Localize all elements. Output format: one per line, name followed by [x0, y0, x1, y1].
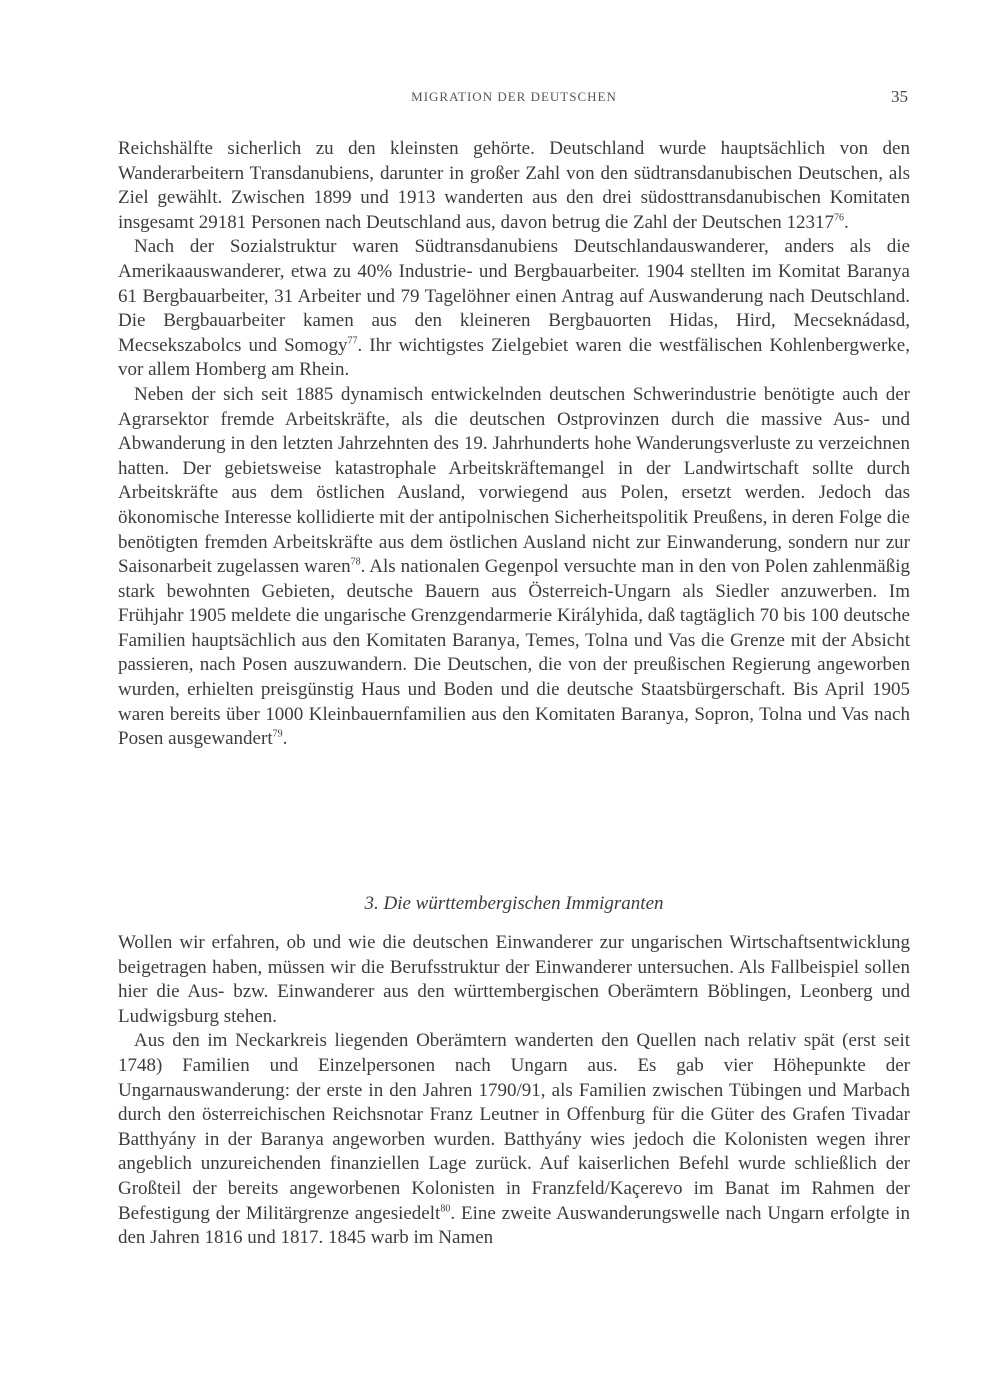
footnote-ref: 78: [350, 556, 361, 568]
paragraph: [118, 235, 910, 383]
paragraph-text: . Ihr wichtigstes Zielgebiet waren die westfälischen Kohlenbergwerke, vor allem Homberg am Rhein.: [118, 334, 910, 381]
paragraph: [118, 137, 910, 235]
running-header: [118, 89, 910, 109]
footnote-ref: 79: [272, 728, 283, 740]
paragraph-text: Reichshälfte sicherlich zu den kleinsten gehörte. Deutschland wurde hauptsächlich von den Wanderarbeitern Transdanubiens, darunter in großer Zahl von den südtransdanubischen Deutschen, als Ziel gewählt. Zwischen 1899 und 1913 wanderten aus den drei südosttransdanubischen Komitaten insgesamt 29181 Personen nach Deutschland aus, davon betrug die Zahl der Deutschen 12317: [118, 138, 910, 233]
paragraph-text: . Eine zweite Auswanderungswelle nach Ungarn erfolgte in den Jahren 1816 und 1817. 1845 warb im Namen: [118, 1202, 911, 1249]
paragraph: [118, 931, 910, 1029]
running-title: MIGRATION DER DEUTSCHEN: [411, 89, 617, 104]
footnote-ref: 76: [834, 212, 845, 224]
paragraph-text: Neben der sich seit 1885 dynamisch entwickelnden deutschen Schwerindustrie benötigte auch der Agrarsektor fremde Arbeitskräfte, als die deutschen Ostprovinzen durch die massive Aus- und Abwanderung in den letzten Jahrzehnten des 19. Jahrhunderts hohe Wanderungsverluste zu verzeichnen hatten. Der gebietsweise katastrophale Arbeitskräftemangel in der Landwirtschaft sollte durch Arbeitskräfte aus dem östlichen Ausland, vorwiegend aus Polen, ersetzt werden. Jedoch das ökonomische Interesse kollidierte mit der antipolnischen Sicherheitspolitik Preußens, in deren Folge die benötigten fremden Arbeitskräfte aus dem östlichen Ausland nicht zur Einwanderung, sondern nur zur Saisonarbeit zugelassen waren: [118, 383, 910, 578]
paragraph-text: . Als nationalen Gegenpol versuchte man in den von Polen zahlenmäßig stark bewohnten Gebieten, deutsche Bauern aus Österreich-Ungarn als Siedler anzuwerben. Im Frühjahr 1905 meldete die ungarische Grenzgendarmerie Királyhida, daß tagtäglich 70 bis 100 deutsche Familien hauptsächlich aus den Komitaten Baranya, Temes, Tolna und Vas die Grenze mit der Absicht passieren, nach Posen auszuwandern. Die Deutschen, die von der preußischen Regierung angeworben wurden, erhielten preisgünstig Haus und Boden und die deutsche Staatsbürgerschaft. Bis April 1905 waren bereits über 1000 Kleinbauernfamilien aus den Komitaten Baranya, Sopron, Tolna und Vas nach Posen ausgewandert: [118, 556, 911, 750]
paragraph-text: Wollen wir erfahren, ob und wie die deutschen Einwanderer zur ungarischen Wirtschaftsentwicklung beigetragen haben, müssen wir die Berufsstruktur der Einwanderer untersuchen. Als Fallbeispiel sollen hier die Aus- bzw. Einwanderer aus den württembergischen Oberämtern Böblingen, Leonberg und Ludwigsburg stehen.: [118, 932, 910, 1027]
paragraph-text: Nach der Sozialstruktur waren Südtransdanubiens Deutschlandauswanderer, anders als die Amerikaauswanderer, etwa zu 40% Industrie- und Bergbauarbeiter. 1904 stellten im Komitat Baranya 61 Bergbauarbeiter, 31 Arbeiter und 79 Tagelöhner einen Antrag auf Auswanderung nach Deutschland. Die Bergbauarbeiter kamen aus den kleineren Bergbauorten Hidas, Hird, Mecseknádasd, Mecsekszabolcs und Somogy: [118, 236, 910, 356]
section-heading: 3. Die württembergischen Immigranten: [364, 893, 664, 914]
text-block-top: [118, 137, 910, 752]
paragraph-text: .: [282, 728, 288, 750]
paragraph: [118, 383, 910, 752]
text-block-bottom: [118, 931, 910, 1251]
footnote-ref: 80: [440, 1203, 451, 1215]
paragraph-text: Aus den im Neckarkreis liegenden Oberämtern wanderten den Quellen nach relativ spät (erst seit 1748) Familien und Einzelpersonen nach Ungarn aus. Es gab vier Höhepunkte der Ungarnauswanderung: der erste in den Jahren 1790/91, als Familien zwischen Tübingen und Marbach durch den österreichischen Reichsnotar Franz Leutner in Offenburg für die Güter des Grafen Tivadar Batthyány in der Baranya angeworben wurden. Batthyány wies jedoch die Kolonisten wegen ihrer angeblich unzureichenden finanziellen Lage zurück. Auf kaiserlichen Befehl wurde schließlich der Großteil der bereits angeworbenen Kolonisten in Franzfeld/Kaçerevo im Banat im Rahmen der Befestigung der Militärgrenze angesiedelt: [118, 1030, 910, 1224]
footnote-ref: 77: [347, 335, 358, 347]
paragraph-text: .: [844, 211, 849, 233]
paragraph: [118, 1029, 910, 1250]
page-number: 35: [891, 87, 908, 106]
